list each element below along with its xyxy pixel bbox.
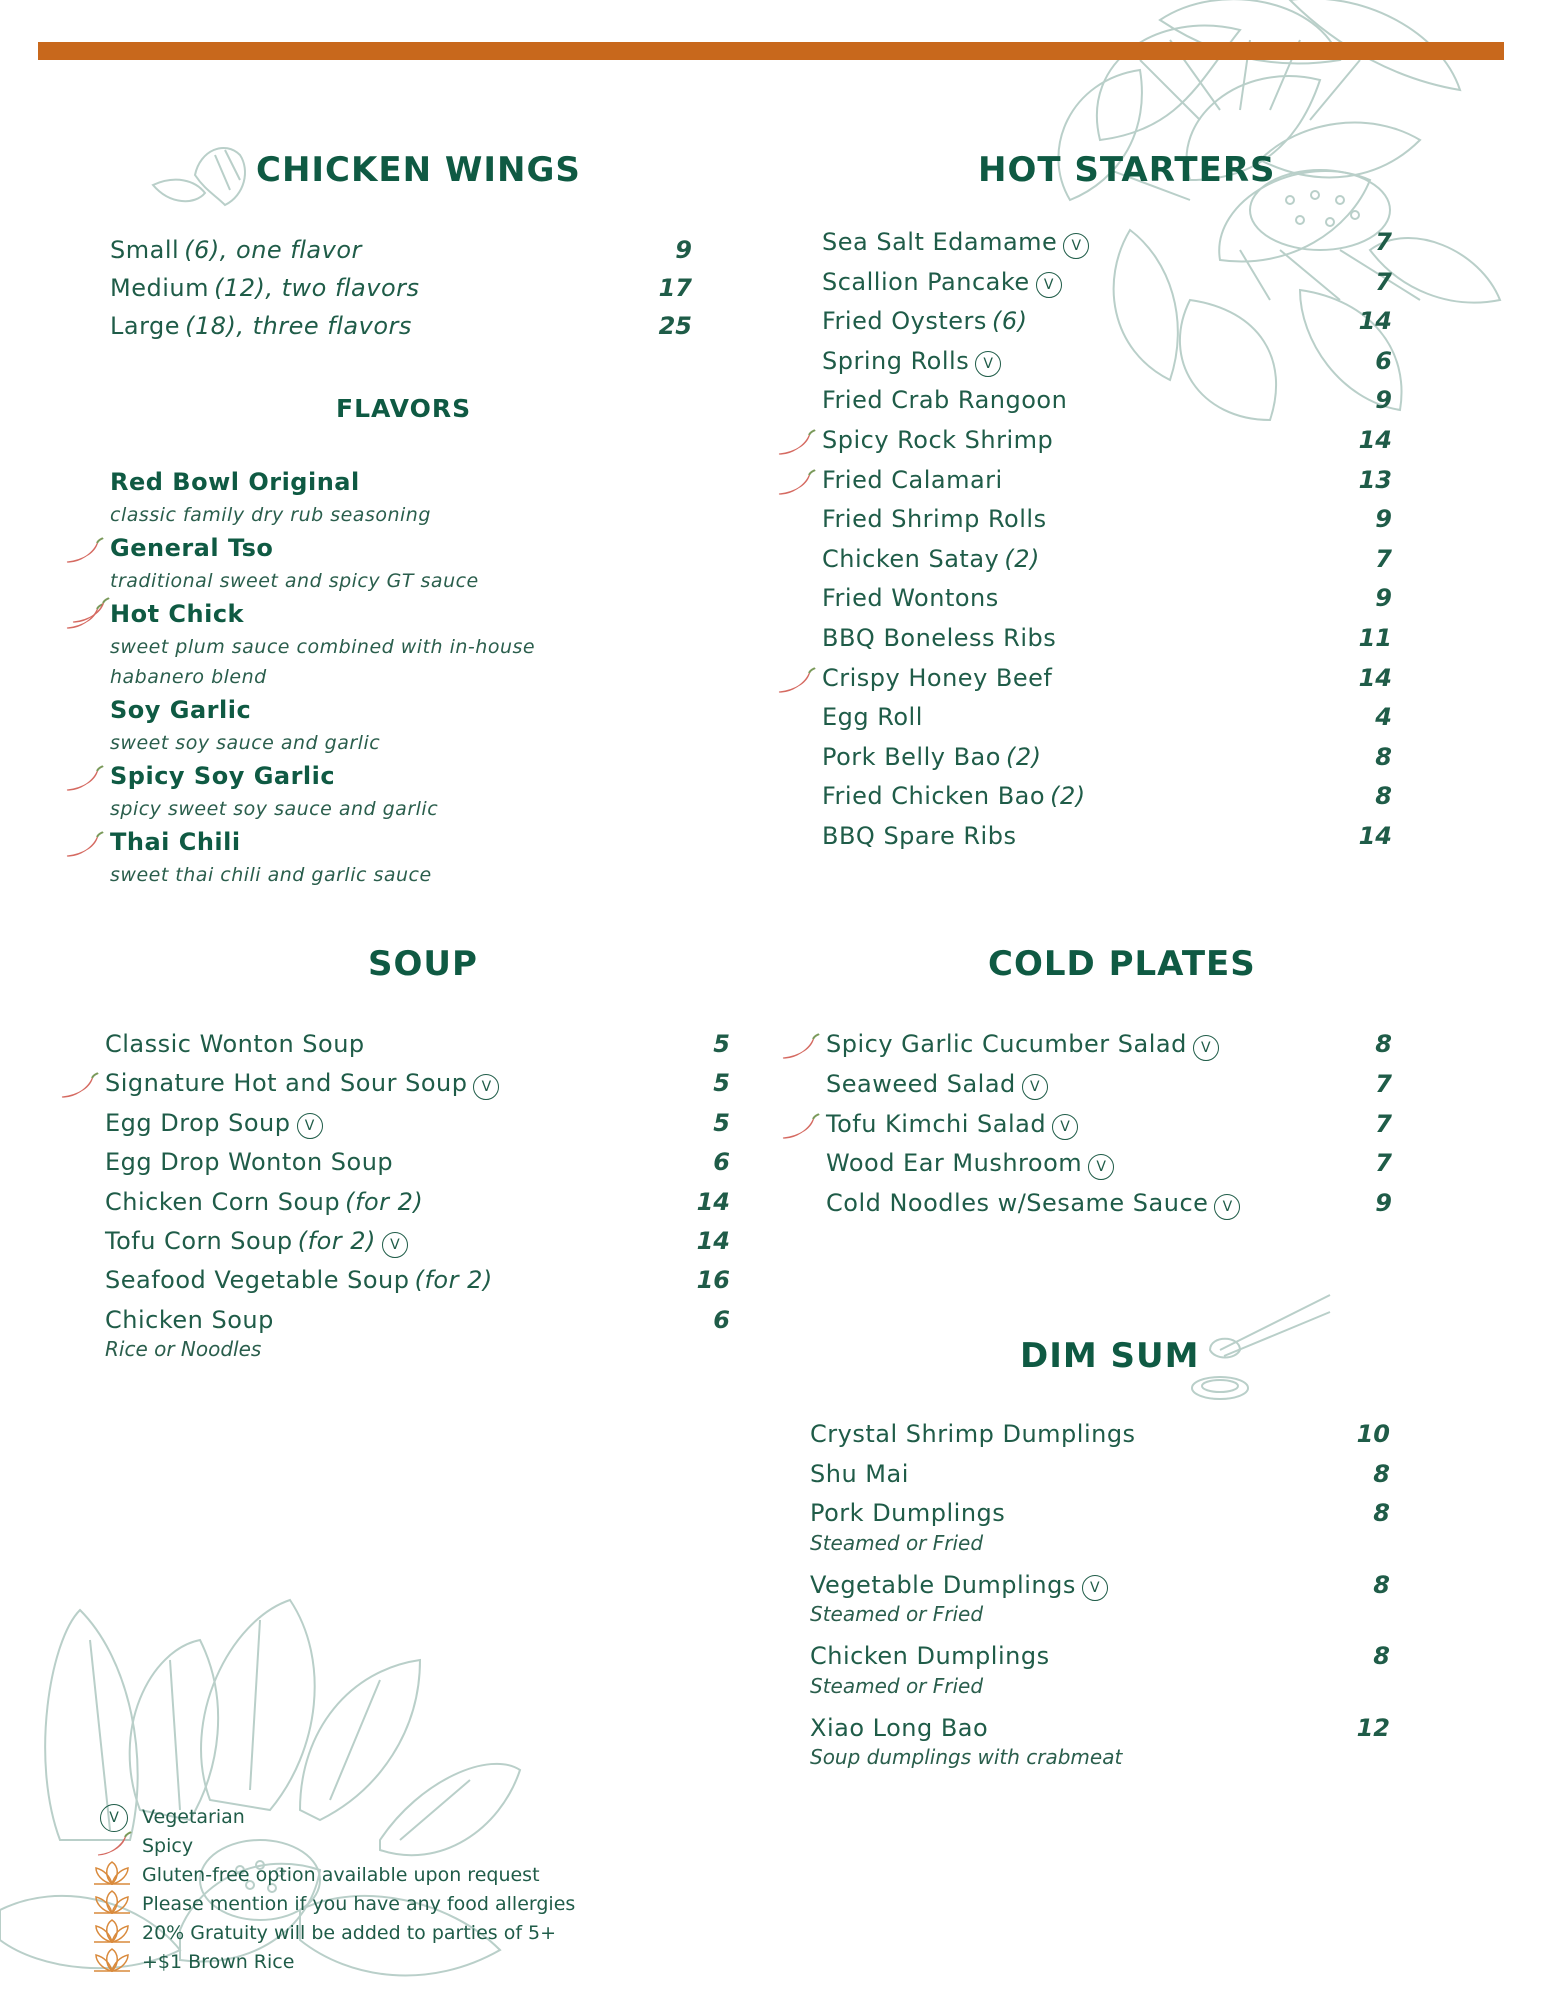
menu-item-name: Egg Drop Wonton Soup	[105, 1148, 394, 1177]
menu-item-price: 4	[1375, 703, 1392, 732]
menu-item-name: Signature Hot and Sour Soup	[105, 1069, 468, 1098]
menu-item-name: Fried Calamari	[822, 465, 1003, 494]
menu-item	[105, 1148, 735, 1186]
menu-item-price: 8	[1375, 1030, 1392, 1058]
accent-bar	[38, 42, 1504, 60]
flavor-name: Hot Chick	[110, 600, 245, 628]
menu-item	[822, 703, 1392, 741]
menu-item-subtext: Steamed or Fried	[810, 1673, 984, 1698]
menu-item	[822, 743, 1392, 781]
chili-pepper-icon	[64, 536, 104, 566]
menu-item-price: 14	[1358, 426, 1392, 454]
menu-item	[822, 386, 1392, 424]
menu-item-price: 5	[713, 1030, 730, 1058]
flavor-description: sweet plum sauce combined with in-house	[110, 636, 536, 658]
flavor-name: Red Bowl Original	[110, 468, 360, 496]
chili-pepper-icon	[64, 830, 104, 860]
menu-item-name: Fried Crab Rangoon	[822, 386, 1068, 415]
menu-item	[822, 664, 1392, 702]
menu-item-price: 5	[713, 1069, 730, 1098]
menu-item-name: Tofu Kimchi Salad	[826, 1109, 1047, 1138]
flavor-name: General Tso	[110, 534, 274, 562]
chili-pepper-icon	[776, 428, 816, 458]
vegetarian-icon: V	[1088, 1154, 1114, 1180]
chili-pepper-icon	[70, 596, 110, 626]
menu-item	[110, 236, 700, 274]
menu-item-note: (for 2)	[297, 1227, 376, 1255]
menu-item-name: BBQ Boneless Ribs	[822, 624, 1057, 652]
menu-item-subtext: Soup dumplings with crabmeat	[810, 1745, 1123, 1769]
menu-item-name: Chicken Soup	[105, 1305, 274, 1334]
section-title-flavors: FLAVORS	[336, 394, 472, 423]
menu-item	[822, 426, 1392, 464]
menu-item-subtext: Steamed or Fried	[810, 1530, 984, 1555]
menu-item-name: Spring Rolls	[822, 346, 970, 375]
menu-item-price: 7	[1375, 267, 1392, 296]
flavor-description: spicy sweet soy sauce and garlic	[110, 798, 439, 820]
menu-item-name: Wood Ear Mushroom	[826, 1149, 1083, 1178]
legend-gluten-free-text: Gluten-free option available upon request	[142, 1864, 540, 1886]
chopsticks-dumpling-icon	[1190, 1290, 1340, 1410]
lotus-icon	[90, 1918, 134, 1946]
menu-item	[822, 822, 1392, 860]
lotus-icon	[90, 1860, 134, 1888]
lotus-icon	[90, 1947, 134, 1975]
menu-item-name: Egg Roll	[822, 703, 923, 732]
vegetarian-icon: V	[1082, 1575, 1108, 1601]
flavor-description: sweet thai chili and garlic sauce	[110, 864, 432, 886]
menu-item	[110, 312, 700, 350]
menu-item-name: Medium	[110, 274, 209, 302]
menu-item	[105, 1266, 735, 1304]
menu-item-name: Classic Wonton Soup	[105, 1030, 365, 1058]
menu-item-subtext: Steamed or Fried	[810, 1602, 984, 1626]
section-title-soup: SOUP	[368, 944, 478, 984]
menu-item-name: Crispy Honey Beef	[822, 663, 1053, 692]
menu-item	[826, 1189, 1396, 1227]
flavor-name: Spicy Soy Garlic	[110, 762, 336, 790]
menu-item	[826, 1110, 1396, 1148]
menu-item-name: Pork Dumplings	[810, 1499, 1006, 1527]
vegetarian-icon: V	[100, 1804, 128, 1832]
flavor-description: sweet soy sauce and garlic	[110, 732, 381, 754]
menu-item-price: 7	[1375, 1149, 1392, 1178]
legend-brown-rice-text: +$1 Brown Rice	[142, 1951, 295, 1973]
menu-item-note: (12), two flavors	[214, 274, 420, 302]
menu-item-name: Fried Oysters	[822, 307, 987, 336]
menu-item	[822, 466, 1392, 504]
menu-item-price: 10	[1356, 1420, 1390, 1448]
menu-item-note: (for 2)	[414, 1266, 493, 1295]
legend-vegetarian-text: Vegetarian	[142, 1806, 245, 1828]
menu-item-name: Pork Belly Bao	[822, 742, 1001, 771]
menu-item-name: Small	[110, 236, 180, 264]
menu-item-price: 14	[696, 1187, 730, 1216]
vegetarian-icon: V	[1052, 1114, 1078, 1140]
vegetarian-icon: V	[1214, 1194, 1240, 1220]
menu-item-name: Chicken Corn Soup	[105, 1187, 341, 1216]
menu-item-subtext: Rice or Noodles	[105, 1337, 262, 1362]
menu-item-price: 9	[1375, 386, 1392, 415]
legend-vegetarian	[98, 1804, 245, 1832]
menu-item-note: (2)	[1006, 742, 1042, 771]
menu-item-price: 9	[675, 236, 692, 264]
menu-item-name: Spicy Garlic Cucumber Salad	[826, 1030, 1187, 1058]
chili-pepper-icon	[780, 1032, 820, 1062]
menu-item-price: 14	[1358, 307, 1392, 336]
menu-item-price: 6	[713, 1148, 730, 1177]
vegetarian-icon: V	[297, 1113, 323, 1139]
menu-item-price: 8	[1373, 1642, 1390, 1670]
menu-item-price: 16	[696, 1266, 730, 1295]
menu-item-price: 14	[1358, 822, 1392, 850]
menu-item-price: 8	[1373, 1459, 1390, 1488]
menu-item	[822, 307, 1392, 345]
menu-item-price: 7	[1375, 544, 1392, 573]
menu-item	[822, 584, 1392, 622]
vegetarian-icon: V	[1063, 233, 1089, 259]
menu-item	[110, 274, 700, 312]
section-title-chicken-wings: CHICKEN WINGS	[256, 150, 581, 190]
menu-item-note: (2)	[1004, 544, 1040, 573]
menu-item-name: Egg Drop Soup	[105, 1108, 291, 1137]
menu-item	[105, 1069, 735, 1107]
menu-item	[822, 228, 1392, 266]
menu-item-name: Fried Shrimp Rolls	[822, 505, 1047, 534]
chili-pepper-icon	[59, 1071, 99, 1101]
menu-item-price: 7	[1375, 1109, 1392, 1138]
menu-item-name: Seafood Vegetable Soup	[105, 1266, 410, 1295]
menu-item-name: Large	[110, 312, 181, 340]
menu-item-price: 12	[1356, 1713, 1390, 1742]
menu-item	[822, 347, 1392, 385]
flavor-name: Soy Garlic	[110, 696, 252, 724]
menu-item-name: Seaweed Salad	[826, 1069, 1016, 1098]
section-title-cold-plates: COLD PLATES	[988, 944, 1256, 984]
menu-item-price: 7	[1375, 1069, 1392, 1098]
menu-item-note: (18), three flavors	[185, 312, 412, 340]
menu-item-price: 8	[1373, 1570, 1390, 1599]
menu-item-price: 9	[1375, 584, 1392, 613]
legend-gratuity-text: 20% Gratuity will be added to parties of 5+	[142, 1922, 557, 1944]
menu-item-name: Sea Salt Edamame	[822, 228, 1058, 256]
menu-item-price: 13	[1358, 465, 1392, 494]
menu-item-price: 14	[696, 1227, 730, 1255]
vegetarian-icon: V	[382, 1232, 408, 1258]
flavor-description: classic family dry rub seasoning	[110, 504, 431, 526]
menu-item-name: Fried Chicken Bao	[822, 782, 1046, 811]
menu-item-note: (2)	[1050, 782, 1086, 811]
vegetarian-icon: V	[473, 1074, 499, 1100]
menu-item	[826, 1070, 1396, 1108]
menu-item	[822, 782, 1392, 820]
menu-item-name: Spicy Rock Shrimp	[822, 426, 1054, 454]
vegetarian-icon: V	[1036, 272, 1062, 298]
chili-pepper-icon	[64, 764, 104, 794]
menu-item	[822, 505, 1392, 543]
flavor-name: Thai Chili	[110, 828, 241, 856]
menu-item-price: 5	[713, 1108, 730, 1137]
flavor-description: traditional sweet and spicy GT sauce	[110, 570, 479, 592]
menu-item-name: Shu Mai	[810, 1459, 909, 1488]
menu-item-price: 6	[1375, 346, 1392, 375]
menu-item-name: Xiao Long Bao	[810, 1713, 989, 1742]
menu-item-price: 25	[658, 312, 692, 340]
menu-item	[105, 1188, 735, 1226]
chili-pepper-icon	[780, 1112, 820, 1142]
menu-item-price: 7	[1375, 228, 1392, 256]
chili-pepper-icon	[776, 666, 816, 696]
vegetarian-icon: V	[1193, 1035, 1219, 1061]
section-title-hot-starters: HOT STARTERS	[978, 150, 1276, 190]
menu-item	[810, 1420, 1390, 1458]
menu-item-name: Cold Noodles w/Sesame Sauce	[826, 1189, 1209, 1218]
menu-item	[810, 1460, 1390, 1498]
menu-item-name: Chicken Satay	[822, 544, 1000, 573]
vegetarian-icon: V	[1022, 1074, 1048, 1100]
lotus-icon	[90, 1889, 134, 1917]
menu-item	[105, 1030, 735, 1068]
menu-item	[105, 1227, 735, 1265]
menu-item	[105, 1109, 735, 1147]
chili-pepper-icon	[94, 1831, 132, 1859]
menu-item-price: 8	[1375, 782, 1392, 811]
menu-item	[822, 268, 1392, 306]
vegetarian-icon: V	[975, 351, 1001, 377]
flavor-description: habanero blend	[110, 666, 267, 688]
menu-item	[826, 1030, 1396, 1068]
menu-item	[822, 545, 1392, 583]
chili-pepper-icon	[776, 468, 816, 498]
menu-item-name: Fried Wontons	[822, 584, 999, 613]
menu-item-name: Crystal Shrimp Dumplings	[810, 1420, 1136, 1448]
menu-item-price: 9	[1375, 1189, 1392, 1218]
menu-item-price: 8	[1375, 742, 1392, 771]
chicken-wing-icon	[145, 135, 255, 215]
menu-item	[822, 624, 1392, 662]
menu-item-name: Tofu Corn Soup	[105, 1227, 293, 1255]
legend-spicy-text: Spicy	[142, 1835, 194, 1857]
menu-item-note: (for 2)	[345, 1187, 424, 1216]
legend-allergies-text: Please mention if you have any food allergies	[142, 1893, 576, 1915]
menu-item-name: BBQ Spare Ribs	[822, 822, 1017, 850]
menu-item-name: Scallion Pancake	[822, 267, 1030, 296]
menu-item-note: (6)	[991, 307, 1028, 336]
menu-item-name: Chicken Dumplings	[810, 1642, 1050, 1670]
menu-item-note: (6), one flavor	[184, 236, 362, 264]
menu-item-price: 14	[1358, 663, 1392, 692]
menu-item-name: Vegetable Dumplings	[810, 1570, 1076, 1599]
menu-item-price: 8	[1373, 1499, 1390, 1527]
menu-item-price: 9	[1375, 505, 1392, 534]
menu-item-price: 17	[658, 274, 692, 302]
menu-item-price: 6	[713, 1305, 730, 1334]
section-title-dim-sum: DIM SUM	[1020, 1336, 1200, 1376]
menu-item	[826, 1149, 1396, 1187]
menu-item-price: 11	[1358, 624, 1392, 652]
